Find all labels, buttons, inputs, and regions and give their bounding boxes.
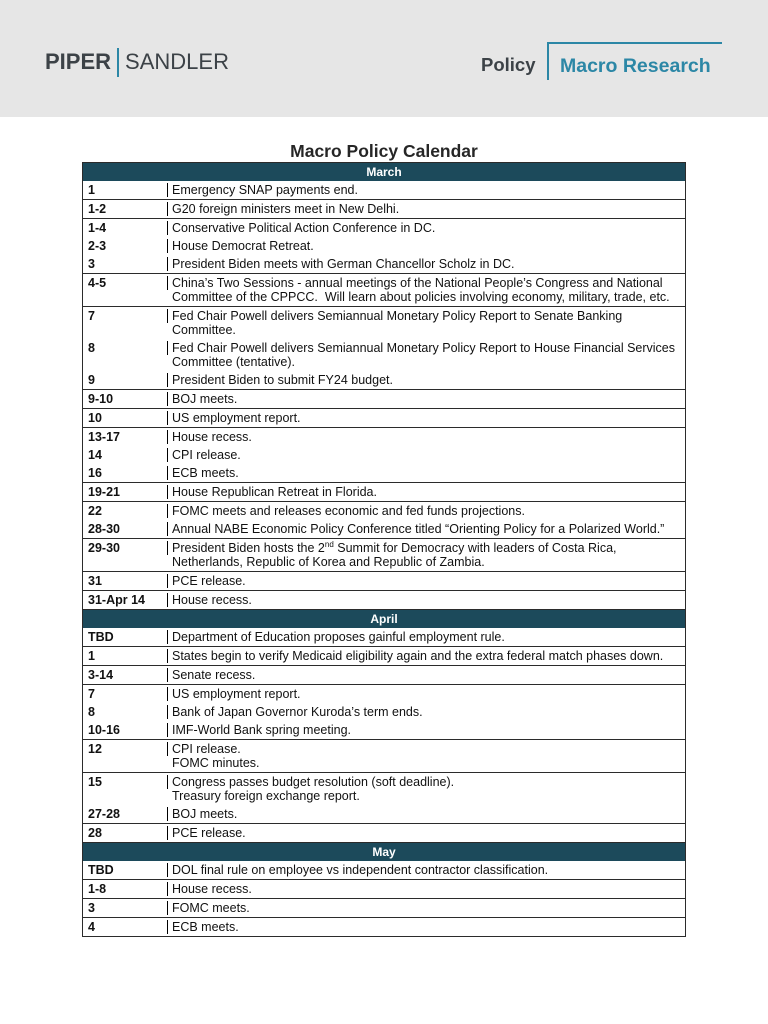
- calendar-row: [83, 539, 685, 571]
- calendar-row: [83, 591, 685, 609]
- event-line: DOL final rule on employee vs independent contractor classification.: [167, 863, 685, 877]
- event-date: 1: [88, 183, 95, 197]
- event-line: China’s Two Sessions - annual meetings of the National People’s Congress and National: [167, 276, 685, 290]
- event-line: PCE release.: [167, 826, 685, 840]
- event-line: FOMC meets and releases economic and fed funds projections.: [167, 504, 685, 518]
- policy-label: Policy: [481, 54, 536, 75]
- event-group: [83, 409, 685, 428]
- macro-research-label: Macro Research: [560, 55, 711, 77]
- macro-research-frame: [547, 42, 722, 80]
- event-date: 3: [88, 901, 95, 915]
- event-group: [83, 502, 685, 539]
- event-description: [167, 373, 685, 387]
- event-description: [167, 541, 685, 569]
- event-date: 1-4: [88, 221, 107, 235]
- event-description: [167, 341, 685, 369]
- calendar-row: [83, 390, 685, 408]
- event-line: CPI release.: [167, 742, 685, 756]
- calendar-table: [82, 162, 686, 937]
- event-description: [167, 882, 685, 896]
- calendar-row: [83, 219, 685, 237]
- piper-sandler-logo: [45, 51, 229, 73]
- event-group: [83, 483, 685, 502]
- event-group: [83, 219, 685, 274]
- calendar-row: [83, 861, 685, 879]
- event-group: [83, 274, 685, 307]
- event-description: [167, 485, 685, 499]
- calendar-row: [83, 721, 685, 739]
- calendar-row: [83, 880, 685, 898]
- event-description: [167, 522, 685, 536]
- event-date: 10-16: [88, 723, 120, 737]
- event-line: Netherlands, Republic of Korea and Republic of Zambia.: [172, 555, 485, 569]
- event-date: 7: [88, 309, 95, 323]
- month-header: April: [83, 610, 685, 628]
- event-group: [83, 685, 685, 740]
- event-description: [167, 448, 685, 462]
- event-line: ECB meets.: [167, 920, 685, 934]
- event-description: [167, 775, 685, 803]
- event-description: [167, 901, 685, 915]
- calendar-row: [83, 520, 685, 538]
- calendar-row: [83, 307, 685, 339]
- event-date: 3: [88, 257, 95, 271]
- event-group: [83, 428, 685, 483]
- header-band: [0, 0, 768, 117]
- event-date: 1-8: [88, 882, 107, 896]
- event-date: 1-2: [88, 202, 107, 216]
- event-line: Department of Education proposes gainful employment rule.: [167, 630, 685, 644]
- month-section: [83, 843, 685, 937]
- event-group: [83, 880, 685, 899]
- calendar-row: [83, 773, 685, 805]
- event-line: President Biden to submit FY24 budget.: [167, 373, 685, 387]
- event-description: [167, 430, 685, 444]
- event-date: 9: [88, 373, 95, 387]
- event-date: 12: [88, 742, 102, 756]
- event-group: [83, 773, 685, 824]
- event-date: 9-10: [88, 392, 114, 406]
- month-section: [83, 163, 685, 610]
- calendar-row: [83, 483, 685, 501]
- calendar-row: [83, 409, 685, 427]
- event-line: Fed Chair Powell delivers Semiannual Monetary Policy Report to Senate Banking: [167, 309, 685, 323]
- event-line: FOMC meets.: [167, 901, 685, 915]
- event-line: Treasury foreign exchange report.: [172, 789, 360, 803]
- event-group: [83, 200, 685, 219]
- event-group: [83, 824, 685, 843]
- calendar-row: [83, 628, 685, 646]
- event-date: 16: [88, 466, 102, 480]
- event-line: ECB meets.: [167, 466, 685, 480]
- calendar-row: [83, 339, 685, 371]
- calendar-row: [83, 446, 685, 464]
- calendar-row: [83, 274, 685, 306]
- event-line: House recess.: [167, 430, 685, 444]
- event-group: [83, 591, 685, 610]
- event-line: IMF-World Bank spring meeting.: [167, 723, 685, 737]
- calendar-row: [83, 181, 685, 199]
- event-date: 14: [88, 448, 102, 462]
- event-description: [167, 920, 685, 934]
- event-line: G20 foreign ministers meet in New Delhi.: [167, 202, 685, 216]
- event-text: President Biden hosts the 2: [172, 541, 325, 555]
- event-line: Annual NABE Economic Policy Conference titled “Orienting Policy for a Polarized World.”: [167, 522, 685, 536]
- event-group: [83, 861, 685, 880]
- calendar-row: [83, 647, 685, 665]
- calendar-row: [83, 666, 685, 684]
- event-line: House recess.: [167, 593, 685, 607]
- event-line: House Republican Retreat in Florida.: [167, 485, 685, 499]
- event-date: 13-17: [88, 430, 120, 444]
- event-date: 2-3: [88, 239, 107, 253]
- event-line: Senate recess.: [167, 668, 685, 682]
- event-description: [167, 504, 685, 518]
- event-line: Congress passes budget resolution (soft deadline).: [167, 775, 685, 789]
- event-date: TBD: [88, 863, 114, 877]
- event-date: 28: [88, 826, 102, 840]
- event-description: [167, 742, 685, 770]
- ordinal-suffix: nd: [324, 539, 334, 549]
- event-date: 4-5: [88, 276, 107, 290]
- event-group: [83, 390, 685, 409]
- event-description: [167, 309, 685, 337]
- calendar-row: [83, 572, 685, 590]
- event-line: Fed Chair Powell delivers Semiannual Monetary Policy Report to House Financial Services: [167, 341, 685, 355]
- event-description: [167, 276, 685, 304]
- event-description: [167, 705, 685, 719]
- calendar-row: [83, 899, 685, 917]
- event-group: [83, 628, 685, 647]
- event-line: Emergency SNAP payments end.: [167, 183, 685, 197]
- calendar-row: [83, 740, 685, 772]
- event-line: BOJ meets.: [167, 392, 685, 406]
- event-date: 31-Apr 14: [88, 593, 145, 607]
- calendar-row: [83, 502, 685, 520]
- event-date: 8: [88, 705, 95, 719]
- month-header: May: [83, 843, 685, 861]
- event-date: 31: [88, 574, 102, 588]
- event-line: House recess.: [167, 882, 685, 896]
- calendar-row: [83, 428, 685, 446]
- event-date: 10: [88, 411, 102, 425]
- event-description: [167, 687, 685, 701]
- event-date: 15: [88, 775, 102, 789]
- month-section: [83, 610, 685, 843]
- event-group: [83, 181, 685, 200]
- event-date: 22: [88, 504, 102, 518]
- event-date: 28-30: [88, 522, 120, 536]
- calendar-row: [83, 685, 685, 703]
- event-line: Conservative Political Action Conference in DC.: [167, 221, 685, 235]
- event-description: [167, 630, 685, 644]
- event-description: [167, 826, 685, 840]
- event-line: House Democrat Retreat.: [167, 239, 685, 253]
- event-description: [167, 863, 685, 877]
- event-description: [167, 239, 685, 253]
- event-group: [83, 899, 685, 918]
- event-line: States begin to verify Medicaid eligibility again and the extra federal match phases down.: [167, 649, 685, 663]
- event-description: [167, 574, 685, 588]
- event-line: PCE release.: [167, 574, 685, 588]
- event-line: US employment report.: [167, 687, 685, 701]
- calendar-row: [83, 237, 685, 255]
- calendar-row: [83, 918, 685, 936]
- event-description: [167, 649, 685, 663]
- event-line: BOJ meets.: [167, 807, 685, 821]
- event-description: [167, 221, 685, 235]
- event-date: 1: [88, 649, 95, 663]
- calendar-row: [83, 805, 685, 823]
- event-group: [83, 572, 685, 591]
- event-date: 4: [88, 920, 95, 934]
- event-description: [167, 723, 685, 737]
- logo-piper-text: PIPER: [45, 49, 112, 74]
- event-description: [167, 183, 685, 197]
- event-date: 27-28: [88, 807, 120, 821]
- calendar-row: [83, 200, 685, 218]
- event-description: [167, 593, 685, 607]
- event-description: [167, 807, 685, 821]
- event-date: 7: [88, 687, 95, 701]
- event-description: [167, 466, 685, 480]
- event-line: FOMC minutes.: [172, 756, 260, 770]
- event-description: [167, 202, 685, 216]
- calendar-row: [83, 255, 685, 273]
- event-date: 8: [88, 341, 95, 355]
- event-line: Committee.: [172, 323, 236, 337]
- month-header: March: [83, 163, 685, 181]
- event-description: [167, 668, 685, 682]
- page-title: Macro Policy Calendar: [290, 141, 478, 161]
- event-line: Committee (tentative).: [172, 355, 295, 369]
- logo-divider: [117, 48, 119, 77]
- event-group: [83, 539, 685, 572]
- event-group: [83, 918, 685, 937]
- event-line: US employment report.: [167, 411, 685, 425]
- event-description: [167, 392, 685, 406]
- event-date: 19-21: [88, 485, 120, 499]
- event-date: TBD: [88, 630, 114, 644]
- event-group: [83, 647, 685, 666]
- logo-sandler-text: SANDLER: [125, 49, 229, 74]
- calendar-row: [83, 703, 685, 721]
- calendar-row: [83, 371, 685, 389]
- event-date: 29-30: [88, 541, 120, 555]
- event-line: [167, 541, 685, 555]
- event-group: [83, 666, 685, 685]
- calendar-row: [83, 464, 685, 482]
- event-group: [83, 740, 685, 773]
- event-description: [167, 257, 685, 271]
- calendar-row: [83, 824, 685, 842]
- event-date: 3-14: [88, 668, 114, 682]
- event-line: CPI release.: [167, 448, 685, 462]
- event-line: Committee of the CPPCC. Will learn about policies involving economy, military, trade, etc.: [172, 290, 670, 304]
- event-text: Summit for Democracy with leaders of Costa Rica,: [333, 541, 617, 555]
- event-line: Bank of Japan Governor Kuroda’s term ends.: [167, 705, 685, 719]
- event-group: [83, 307, 685, 390]
- event-description: [167, 411, 685, 425]
- event-line: President Biden meets with German Chancellor Scholz in DC.: [167, 257, 685, 271]
